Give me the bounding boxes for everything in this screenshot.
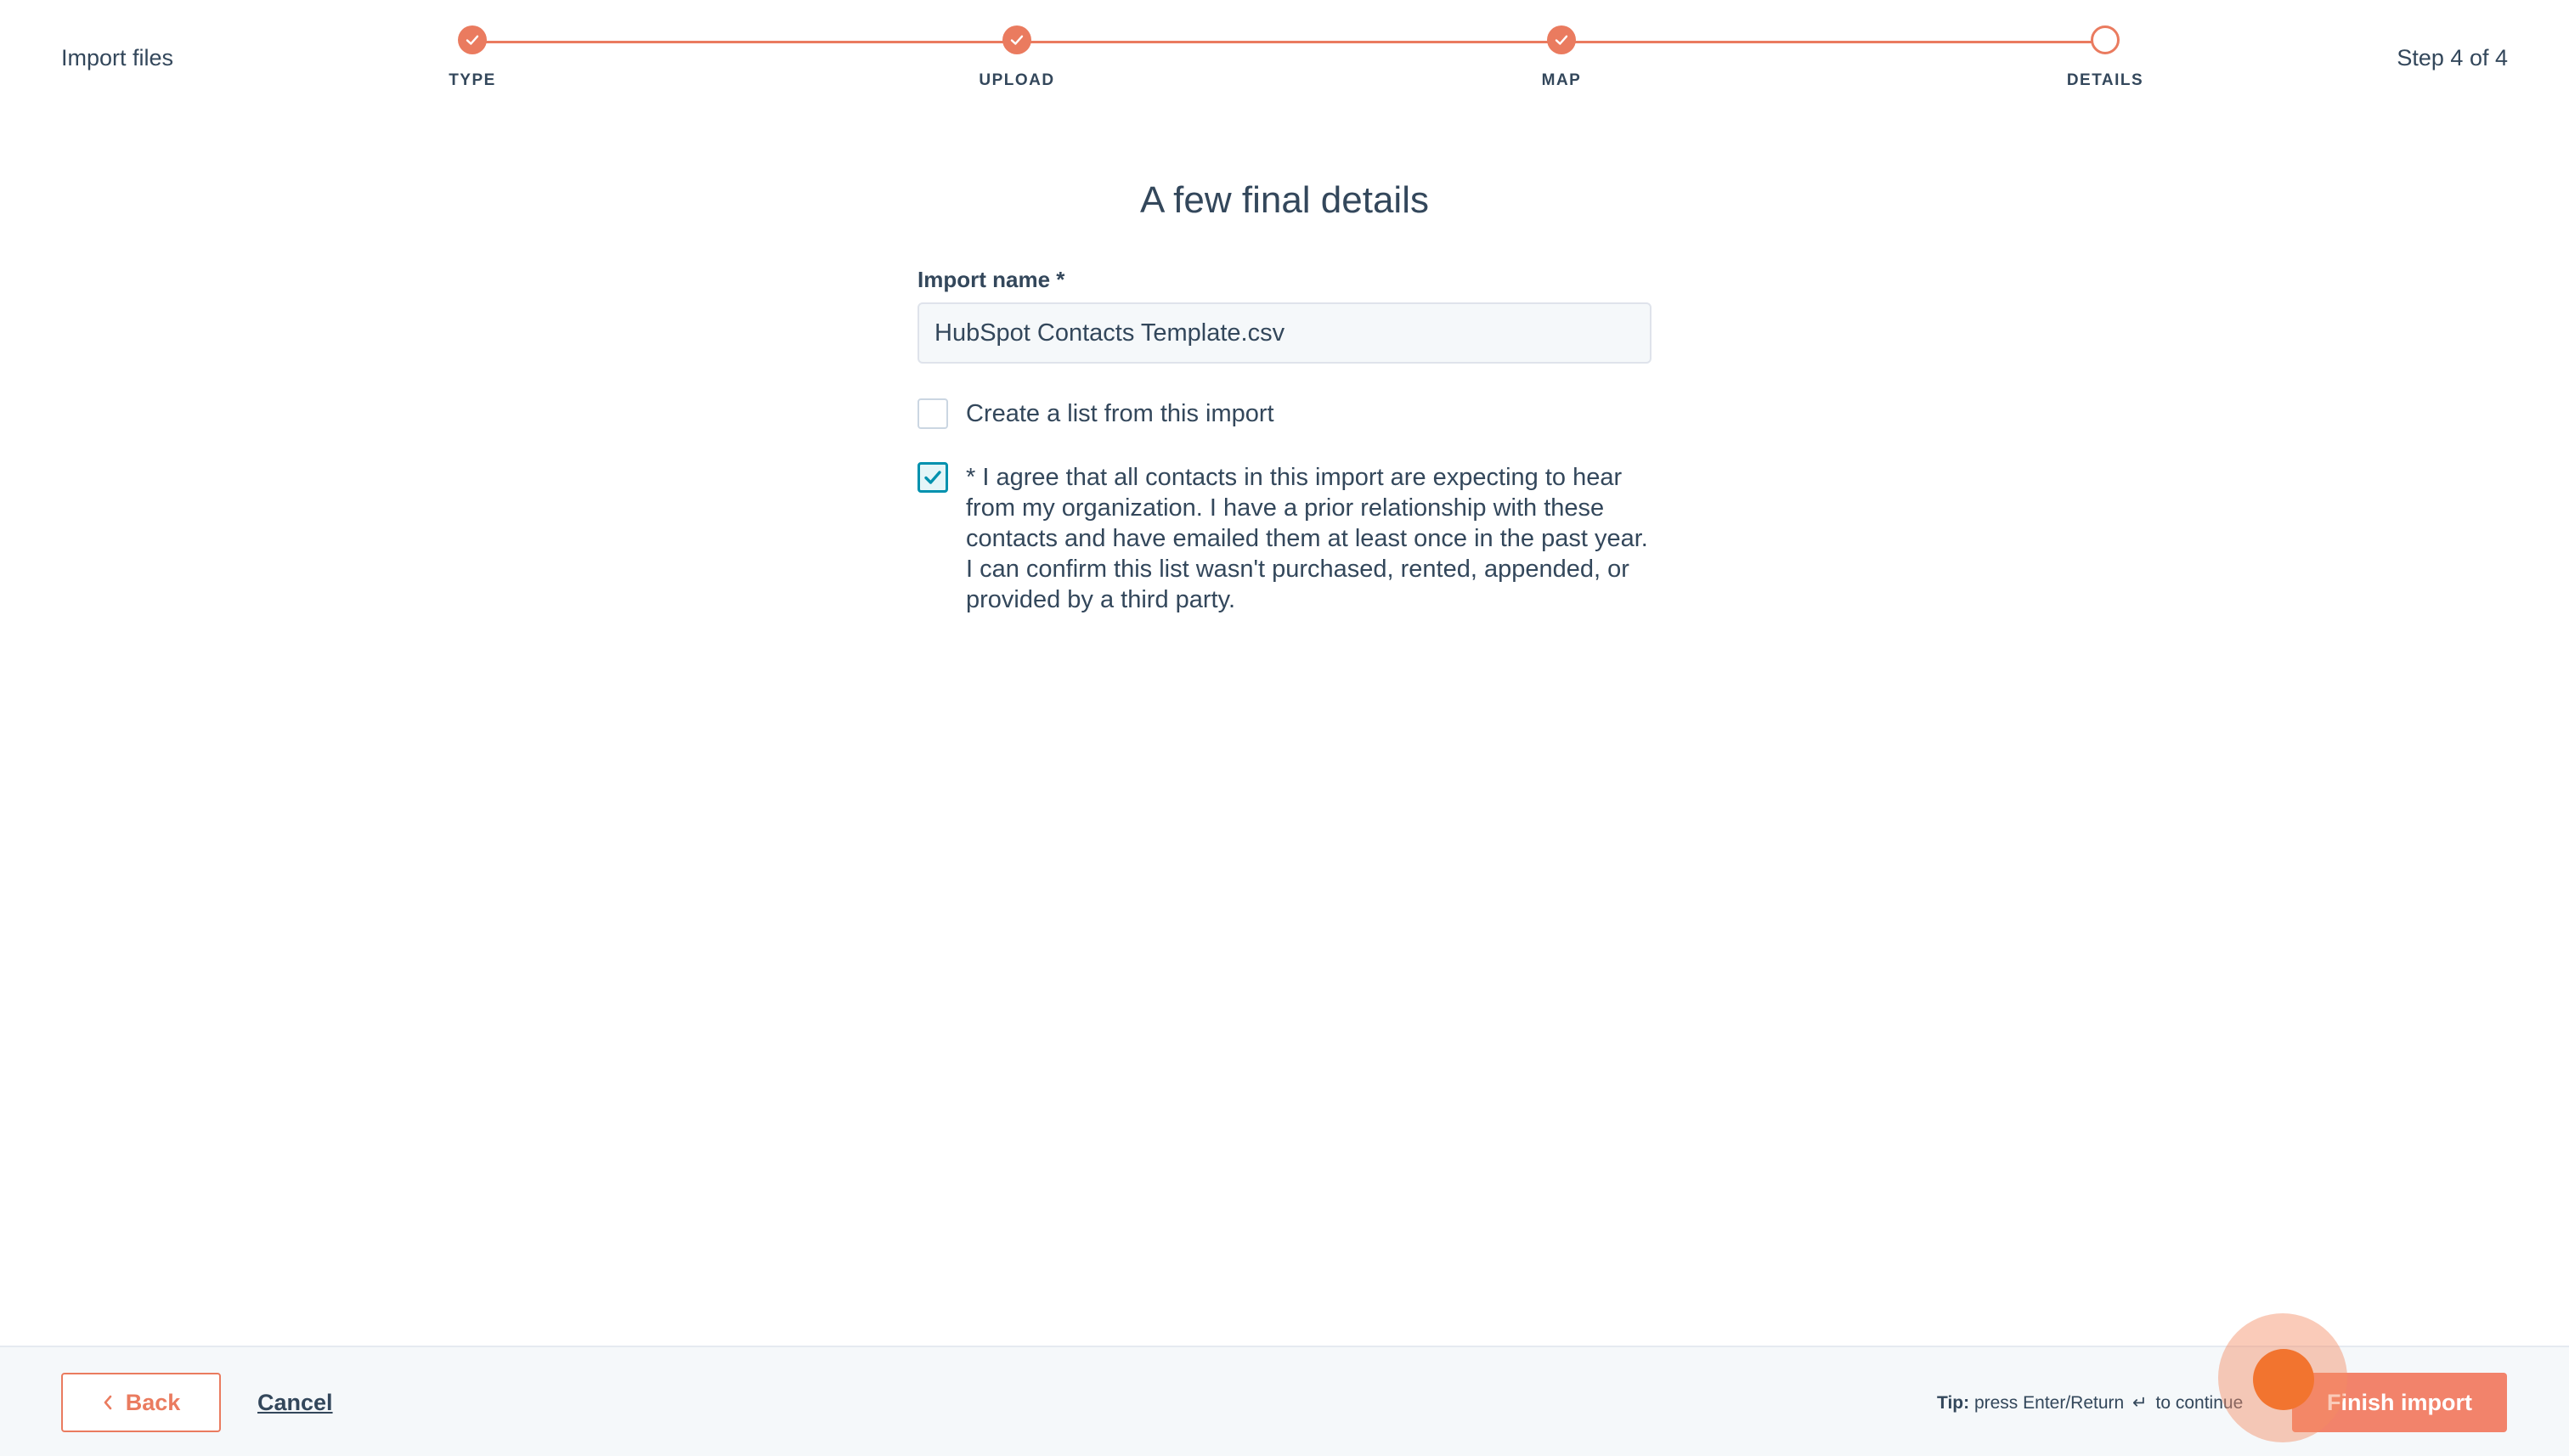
step-label: MAP [1541,71,1582,89]
check-icon [1554,32,1569,48]
step-counter: Step 4 of 4 [2397,45,2508,71]
import-header [0,0,2569,119]
progress-stepper [449,41,2144,89]
back-button[interactable] [61,1373,221,1432]
finish-import-button[interactable]: Finish import [2292,1373,2507,1432]
back-button-label: Back [125,1389,181,1415]
enter-key-icon: ↵ [2132,1393,2148,1413]
step-label: TYPE [449,71,496,89]
step-complete-indicator [458,25,487,54]
click-indicator [2253,1349,2314,1410]
cancel-link[interactable]: Cancel [257,1390,333,1415]
step-label: DETAILS [2066,71,2144,89]
create-list-checkbox[interactable] [918,398,948,429]
agreement-label[interactable]: * I agree that all contacts in this import are expecting to hear from my organization. I have a prior relationship with these contacts and have emailed them at least once in the past year. I can confirm this list wasn't purchased, rented, appended, or provided by a third party. [966,464,1648,613]
page-header-title: Import files [61,45,174,71]
checkmark-icon [923,467,943,488]
check-icon [465,32,480,48]
agreement-checkbox[interactable] [918,462,948,493]
stepper-track [472,41,2105,43]
step-current-indicator [2091,25,2120,54]
tip-text-suffix: to continue [2155,1393,2244,1413]
tip-prefix: Tip: [1937,1393,1970,1413]
step-complete-indicator [1547,25,1576,54]
check-icon [1009,32,1025,48]
create-list-label[interactable]: Create a list from this import [966,400,1274,427]
import-name-input[interactable] [918,302,1652,364]
chevron-left-icon [102,1394,114,1411]
import-name-label: Import name * [918,267,1065,292]
page-title: A few final details [1140,179,1429,221]
step-label: UPLOAD [979,71,1055,89]
footer-bar [0,1346,2569,1456]
tip-text: press Enter/Return [1973,1393,2125,1413]
step-complete-indicator [1002,25,1031,54]
